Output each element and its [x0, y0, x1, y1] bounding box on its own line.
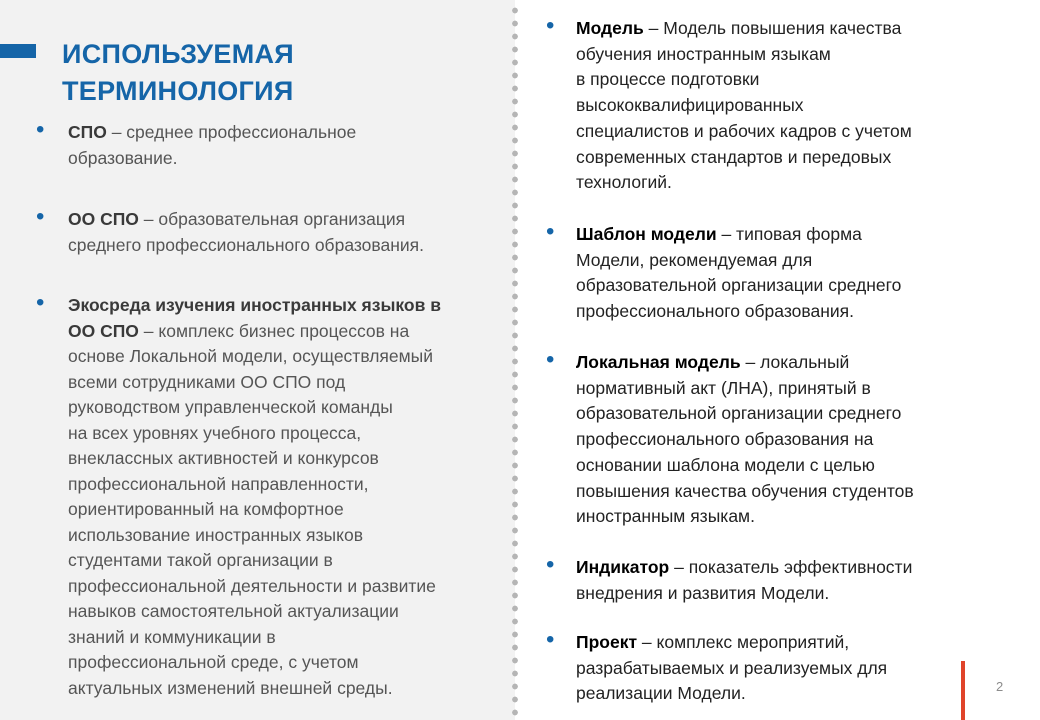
- term-text: разрабатываемых и реализуемых для: [576, 657, 888, 678]
- term-text: высококвалифицированных: [576, 95, 804, 116]
- term-text: – комплекс бизнес процессов на: [138, 320, 410, 341]
- slide-title-line: ТЕРМИНОЛОГИЯ: [62, 76, 294, 106]
- term-text: образование.: [68, 147, 178, 168]
- term-text: Модели, рекомендуемая для: [576, 249, 813, 270]
- term-name: Локальная модель: [576, 352, 741, 372]
- term-text: повышения качества обучения студентов: [576, 480, 914, 501]
- term-text: иностранным языкам.: [576, 506, 755, 527]
- term-line: [68, 676, 441, 702]
- term-line: [68, 625, 441, 651]
- term-text: – комплекс мероприятий,: [637, 632, 850, 652]
- term-text: студентами такой организации в: [68, 550, 333, 570]
- slide-title-line: ИСПОЛЬЗУЕМАЯ: [62, 39, 295, 69]
- term-text: руководством управленческой команды: [68, 397, 393, 417]
- term-text: основе Локальной модели, осуществляемый: [68, 346, 434, 366]
- bullet-icon: •: [36, 289, 45, 316]
- term-item-ecosystem: [36, 289, 441, 701]
- term-line: [576, 427, 914, 453]
- term-line: [576, 248, 901, 274]
- term-text: профессионального образования на: [576, 429, 874, 450]
- term-line: [68, 344, 441, 370]
- footer-accent-bar: [961, 661, 965, 720]
- term-line: [576, 504, 914, 530]
- term-line: [68, 421, 441, 447]
- term-line: [68, 650, 441, 676]
- term-line: [576, 42, 912, 68]
- term-line: [68, 548, 441, 574]
- term-text: профессиональной среде, с учетом: [68, 652, 359, 672]
- term-line: [576, 93, 912, 119]
- term-line: [576, 581, 912, 607]
- term-text: – среднее профессиональное: [106, 122, 357, 142]
- term-line: [68, 370, 441, 396]
- page-number: 2: [996, 679, 1004, 694]
- term-text: среднего профессионального образования.: [68, 234, 425, 255]
- term-line: [576, 401, 914, 427]
- term-text: обучения иностранным языкам: [576, 43, 831, 64]
- term-line: [576, 222, 901, 248]
- bullet-icon: •: [546, 551, 555, 578]
- term-item-indicator: [546, 551, 913, 606]
- term-text: внедрения и развития Модели.: [576, 582, 830, 603]
- term-text: технологий.: [576, 172, 672, 193]
- term-text: профессиональной направленности,: [68, 473, 369, 494]
- term-line: [68, 497, 441, 523]
- term-name: Шаблон модели: [576, 224, 717, 244]
- term-text: внеклассных активностей и конкурсов: [68, 448, 379, 468]
- term-text: навыков самостоятельной актуализации: [68, 601, 399, 621]
- term-line: [68, 207, 424, 233]
- term-text: реализации Модели.: [576, 683, 746, 704]
- bullet-icon: •: [36, 203, 45, 230]
- term-line: [576, 119, 912, 145]
- term-line: [68, 574, 441, 600]
- term-line: [68, 146, 356, 172]
- term-name: Проект: [576, 632, 638, 652]
- term-name: Индикатор: [576, 557, 670, 577]
- term-text: специалистов и рабочих кадров с учетом: [576, 120, 912, 141]
- term-line: [576, 67, 912, 93]
- term-text: знаний и коммуникации в: [68, 626, 276, 647]
- bullet-icon: •: [36, 116, 45, 143]
- term-text: образовательной организации среднего: [576, 275, 902, 296]
- bullet-icon: •: [546, 218, 555, 245]
- term-line: [576, 16, 912, 42]
- term-text: использование иностранных языков: [68, 524, 363, 545]
- term-line: [68, 233, 424, 259]
- term-text: на всех уровнях учебного процесса,: [68, 422, 362, 443]
- term-line: [576, 656, 887, 682]
- bullet-icon: •: [546, 626, 555, 653]
- term-text: всеми сотрудниками ОО СПО под: [68, 371, 346, 392]
- term-text: основании шаблона модели с целью: [576, 454, 875, 475]
- term-line: [576, 273, 901, 299]
- term-line: [68, 319, 441, 345]
- term-line: [68, 395, 441, 421]
- term-line: [576, 376, 914, 402]
- term-line: [68, 120, 356, 146]
- term-line: [576, 170, 912, 196]
- term-text: нормативный акт (ЛНА), принятый в: [576, 377, 871, 398]
- term-text: – локальный: [740, 352, 850, 372]
- term-text: современных стандартов и передовых: [576, 146, 892, 167]
- term-text: – Модель повышения качества: [643, 18, 902, 38]
- term-line: [576, 681, 887, 707]
- dotted-divider: [510, 4, 520, 720]
- bullet-icon: •: [546, 12, 555, 39]
- term-text: актуальных изменений внешней среды.: [68, 677, 393, 698]
- term-text: профессиональной деятельности и развитие: [68, 575, 436, 596]
- term-line: [576, 630, 887, 656]
- term-item-project: [546, 626, 888, 707]
- term-line: [576, 555, 912, 581]
- term-name: Модель: [576, 18, 644, 38]
- term-line: [68, 599, 441, 625]
- term-name: Экосреда изучения иностранных языков в: [68, 295, 441, 315]
- term-line: [68, 523, 441, 549]
- term-item-model: [546, 12, 912, 196]
- term-line: [576, 350, 914, 376]
- term-line: [68, 472, 441, 498]
- term-name: ОО СПО: [68, 209, 139, 229]
- term-text: ориентированный на комфортное: [68, 499, 344, 519]
- term-line: [68, 293, 441, 319]
- term-name: ОО СПО: [68, 320, 139, 341]
- term-name: СПО: [68, 122, 107, 142]
- term-line: [576, 479, 914, 505]
- term-item-oo-spo: [36, 203, 425, 258]
- term-item-spo: [36, 116, 357, 171]
- title-accent-bar: [0, 44, 36, 58]
- term-text: в процессе подготовки: [576, 69, 760, 90]
- term-line: [576, 145, 912, 171]
- term-text: – показатель эффективности: [669, 557, 913, 577]
- term-item-model-template: [546, 218, 902, 325]
- bullet-icon: •: [546, 346, 555, 373]
- term-text: образовательной организации среднего: [576, 403, 902, 424]
- term-line: [68, 446, 441, 472]
- term-line: [576, 453, 914, 479]
- term-text: – образовательная организация: [138, 209, 406, 229]
- term-item-local-model: [546, 346, 914, 530]
- term-line: [576, 299, 901, 325]
- term-text: профессионального образования.: [576, 301, 854, 322]
- slide-title: [62, 36, 294, 110]
- term-text: – типовая форма: [716, 224, 862, 244]
